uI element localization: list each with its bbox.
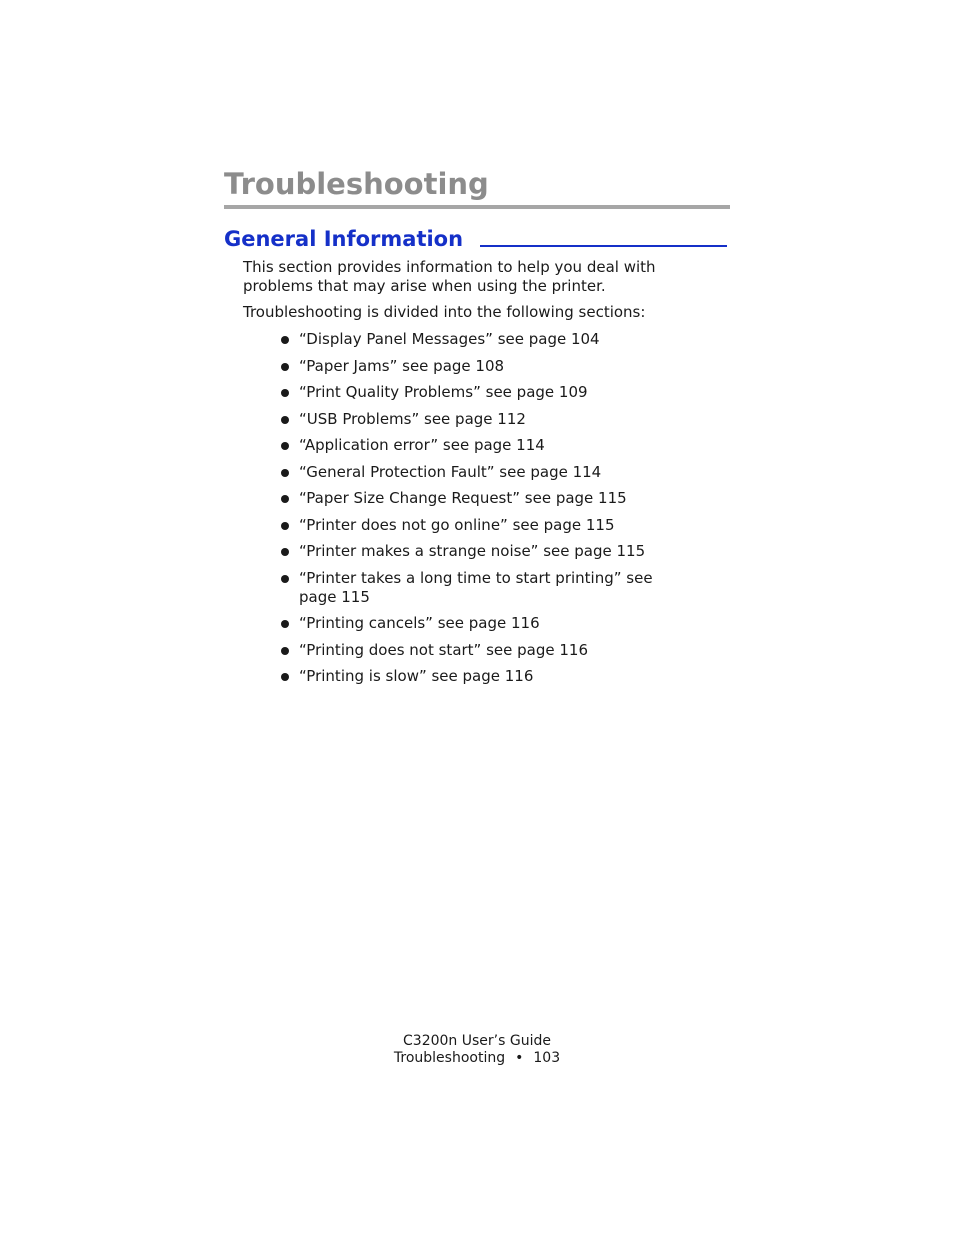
list-item-text: “Application error” see page 114 bbox=[299, 436, 545, 454]
bullet-icon bbox=[281, 620, 289, 628]
bullet-icon bbox=[281, 495, 289, 503]
chapter-title: Troubleshooting bbox=[224, 167, 489, 201]
list-item-text: “Printing cancels” see page 116 bbox=[299, 614, 540, 632]
footer-chapter: Troubleshooting bbox=[393, 1050, 506, 1066]
list-item-text: “Print Quality Problems” see page 109 bbox=[299, 383, 588, 401]
sections-intro-paragraph: Troubleshooting is divided into the following sections: bbox=[243, 303, 646, 321]
list-item-text: “Printer takes a long time to start printing” see page 115 bbox=[299, 568, 653, 606]
list-item bbox=[280, 410, 690, 429]
list-item bbox=[280, 330, 690, 349]
list-item-text: “Printer makes a strange noise” see page 115 bbox=[299, 542, 646, 560]
bullet-icon bbox=[281, 469, 289, 477]
list-item bbox=[280, 516, 690, 535]
list-item bbox=[280, 357, 690, 376]
list-item bbox=[280, 489, 690, 508]
list-item bbox=[280, 463, 690, 482]
list-item-text: “Display Panel Messages” see page 104 bbox=[299, 330, 600, 348]
bullet-icon bbox=[281, 575, 289, 583]
bullet-icon bbox=[281, 389, 289, 397]
bullet-icon bbox=[281, 548, 289, 556]
list-item bbox=[280, 383, 690, 402]
intro-paragraph: This section provides information to help you deal with problems that may arise when using the printer. bbox=[243, 258, 656, 295]
bullet-icon bbox=[281, 442, 289, 450]
list-item bbox=[280, 641, 690, 660]
footer-guide-title: C3200n User’s Guide bbox=[403, 1033, 551, 1049]
bullet-icon bbox=[281, 647, 289, 655]
bullet-icon bbox=[281, 673, 289, 681]
bullet-icon bbox=[281, 363, 289, 371]
list-item bbox=[280, 542, 690, 561]
list-item-text: “Printing is slow” see page 116 bbox=[299, 667, 534, 685]
bullet-icon bbox=[281, 336, 289, 344]
list-item-text: “USB Problems” see page 112 bbox=[299, 409, 526, 428]
list-item-text: “Printing does not start” see page 116 bbox=[299, 640, 588, 659]
list-item-text: “Paper Size Change Request” see page 115 bbox=[299, 489, 627, 507]
list-item-text: “Paper Jams” see page 108 bbox=[299, 356, 505, 375]
page-number: 103 bbox=[533, 1050, 561, 1066]
list-item-text: “Printer does not go online” see page 115 bbox=[299, 515, 615, 534]
bullet-icon bbox=[281, 416, 289, 424]
section-heading-rule bbox=[480, 245, 727, 247]
list-item bbox=[280, 436, 690, 455]
section-heading: General Information bbox=[224, 227, 464, 251]
list-item bbox=[280, 667, 690, 686]
list-item bbox=[280, 569, 690, 607]
footer-page-info bbox=[0, 1050, 954, 1067]
chapter-title-rule bbox=[224, 205, 730, 209]
list-item-text: “General Protection Fault” see page 114 bbox=[299, 462, 602, 481]
footer-separator: • bbox=[515, 1050, 524, 1066]
list-item bbox=[280, 614, 690, 633]
section-list bbox=[280, 330, 690, 694]
bullet-icon bbox=[281, 522, 289, 530]
